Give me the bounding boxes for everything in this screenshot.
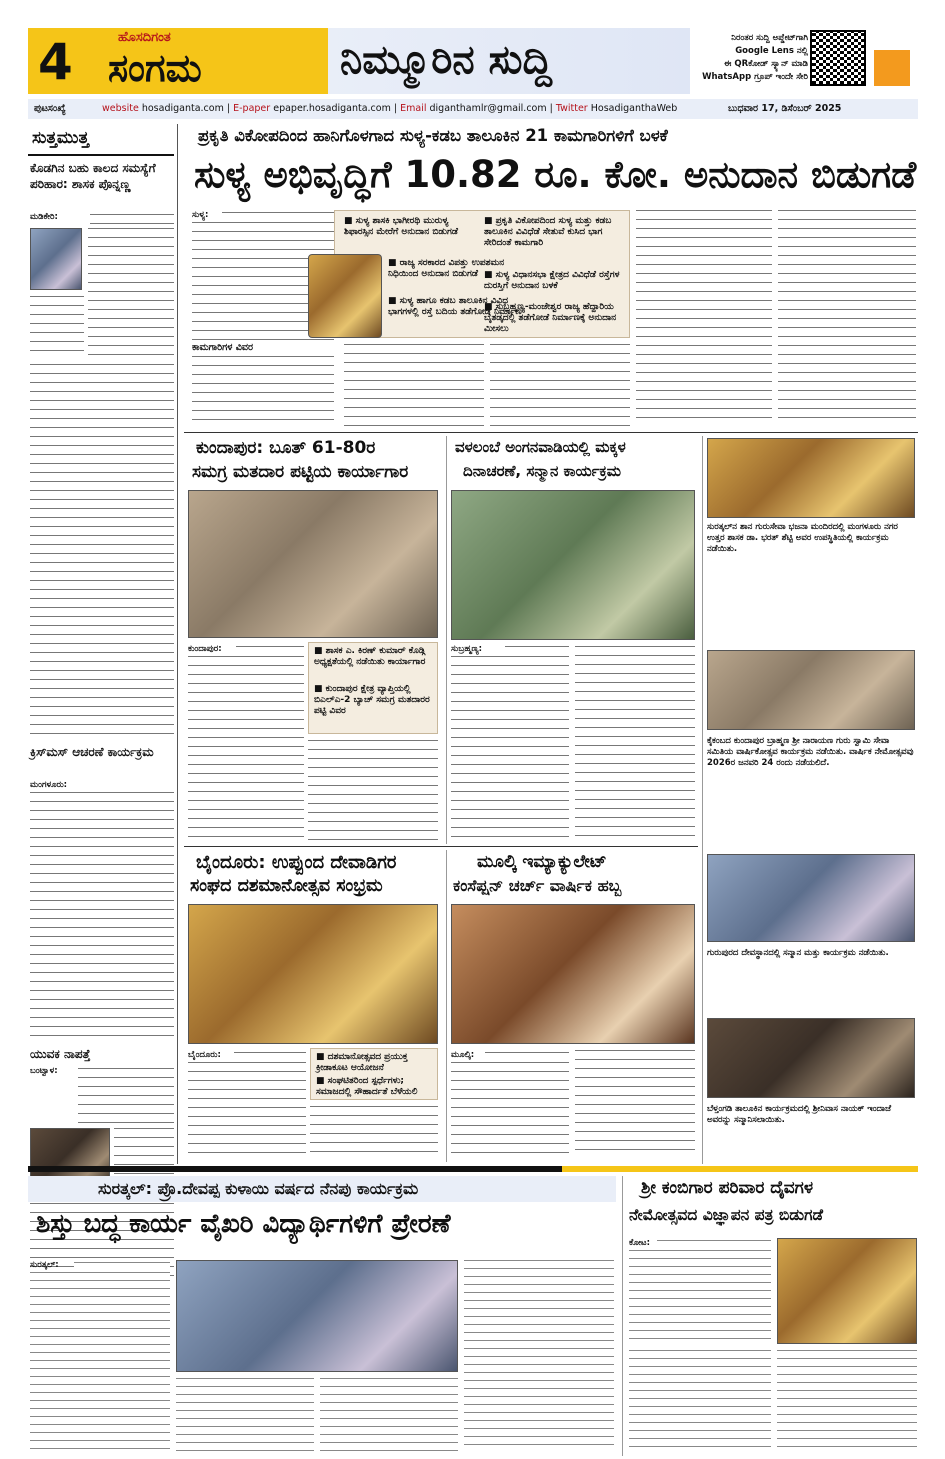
surathkal-text — [464, 1260, 614, 1452]
lead-mla-photo — [308, 254, 382, 338]
sidebar-story1-text — [90, 214, 174, 224]
epaper-link[interactable]: epaper.hosadiganta.com — [273, 103, 391, 114]
kundapura-text — [236, 646, 304, 654]
surathkal-kicker: ಸುರತ್ಕಲ್: ಪ್ರೊ.ದೇವಪ್ಪ ಕುಳಾಯಿ ವರ್ಷದ ನೆನಪು ಕಾರ್ಯಕ್ರಮ — [98, 1179, 419, 1198]
mooli-text — [575, 1050, 695, 1158]
anganwadi-dateline: ಸುಬ್ರಹ್ಮಣ್ಯ: — [451, 644, 482, 654]
surathkal-text — [320, 1378, 458, 1452]
lead-text — [778, 210, 916, 426]
mooli-text — [485, 1052, 569, 1060]
byndoor-highlight: ■ ದಶಮಾನೋತ್ಸವದ ಪ್ರಯುಕ್ತ ಕ್ರೀಡಾಕೂಟ ಆಯೋಜನೆ — [316, 1052, 434, 1074]
email-link[interactable]: diganthamlr@gmail.com — [429, 103, 547, 114]
right-photo-2 — [707, 650, 915, 730]
lead-highlight: ■ ಸುಳ್ಯ ಹಾಗೂ ಕಡಬ ತಾಲೂಕಿನ ವಿವಿಧ ಭಾಗಗಳಲ್ಲಿ ರಸ್ತೆ ಬದಿಯ ತಡೆಗೋಡೆ ನಿರ್ಮಾಣ — [388, 296, 524, 318]
brand-big: ಸಂಗಮ — [108, 46, 202, 90]
lead-highlight: ■ ಸುಳ್ಯ ವಿಧಾನಸಭಾ ಕ್ಷೇತ್ರದ ವಿವಿಧೆಡೆ ರಸ್ತೆಗಳ ದುರಸ್ತಿಗೆ ಅನುದಾನ ಬಳಕೆ — [484, 270, 624, 292]
right-photo-4 — [707, 1018, 915, 1098]
qr-promo-line: Google Lens ನಲ್ಲಿ — [735, 46, 808, 56]
brand-small: ಹೊಸದಿಗಂತ — [118, 30, 171, 45]
sidebar-story1-dateline: ಮಡಿಕೇರಿ: — [30, 212, 58, 222]
lead-story — [184, 124, 918, 430]
mooli-headline-2: ಕಂಸೆಪ್ಷನ್ ಚರ್ಚ್ ವಾರ್ಷಿಕ ಹಬ್ಬ — [453, 876, 622, 895]
story-kambigara — [622, 1176, 918, 1456]
lead-highlight: ■ ಪ್ರಕೃತಿ ವಿಕೋಪದಿಂದ ಸುಳ್ಯ ಮತ್ತು ಕಡಬ ತಾಲೂಕಿನ ವಿವಿಧೆಡೆ ಸೇತುವೆ ಕುಸಿದ ಭಾಗ ಸೇರಿದಂತೆ ಕಾಮಗಾರಿ — [484, 216, 624, 249]
lead-highlight: ■ ಸುಳ್ಯ ಶಾಸಕಿ ಭಾಗೀರಥಿ ಮುರುಳ್ಯ ಶಿಫಾರಸ್ಸಿನ ಮೇರೆಗೆ ಅನುದಾನ ಬಿಡುಗಡೆ — [344, 216, 474, 238]
kambigara-photo — [777, 1238, 917, 1344]
sidebar-story1-text — [88, 228, 174, 358]
surathkal-dateline: ಸುರತ್ಕಲ್: — [30, 1260, 59, 1270]
story-byndoor — [184, 850, 442, 1162]
page-label: ಪುಟಸಂಖ್ಯೆ — [34, 103, 66, 114]
sidebar-story1-text — [30, 296, 84, 358]
kundapura-text — [308, 740, 438, 840]
lead-dateline: ಸುಳ್ಯ: — [192, 210, 209, 220]
mooli-text — [451, 1062, 569, 1158]
byndoor-text — [234, 1052, 306, 1060]
surathkal-text — [176, 1378, 314, 1452]
qr-code[interactable] — [810, 30, 866, 86]
anganwadi-text — [451, 656, 569, 840]
website-label: website — [102, 103, 139, 114]
story-anganwadi — [446, 436, 698, 844]
kambigara-text — [629, 1350, 771, 1452]
sidebar-story1-headline: ಕೊಡಗಿನ ಬಹು ಕಾಲದ ಸಮಸ್ಯೆಗೆ ಪರಿಹಾರ: ಶಾಸಕ ಪೊನ್ನಣ್ಣ — [30, 161, 156, 191]
right-caption-3: ಗುರುಪುರದ ದೇವಸ್ಥಾನದಲ್ಲಿ ಸನ್ಮಾನ ಮತ್ತು ಕಾರ್ಯಕ್ರಮ ನಡೆಯಿತು. — [707, 948, 889, 958]
lead-highlight: ■ ರಾಜ್ಯ ಸರಕಾರದ ವಿಪತ್ತು ಉಪಶಮನ ನಿಧಿಯಿಂದ ಅನುದಾನ ಬಿಡುಗಡೆ — [388, 258, 524, 280]
sidebar-story1-photo — [30, 228, 82, 290]
kambigara-headline-1: ಶ್ರೀ ಕಂಬಿಗಾರ ಪರಿವಾರ ದೈವಗಳ — [641, 1178, 814, 1198]
kundapura-dateline: ಕುಂದಾಪುರ: — [188, 644, 222, 654]
divider — [184, 846, 698, 847]
kambigara-text — [629, 1250, 771, 1344]
twitter-label: Twitter — [555, 103, 588, 114]
qr-accent — [874, 50, 910, 86]
anganwadi-photo — [451, 490, 695, 640]
kambigara-text — [657, 1240, 771, 1248]
anganwadi-headline-1: ವಳಲಂಬೆ ಅಂಗನವಾಡಿಯಲ್ಲಿ ಮಕ್ಕಳ — [455, 438, 626, 456]
page-number: 4 — [38, 33, 73, 91]
kundapura-headline-2: ಸಮಗ್ರ ಮತದಾರ ಪಟ್ಟಿಯ ಕಾರ್ಯಾಗಾರ — [192, 462, 409, 482]
right-photo-1 — [707, 438, 915, 518]
sidebar-story1-text — [30, 364, 174, 739]
bottom-band-rule — [28, 1166, 918, 1172]
sidebar-story2-text — [30, 792, 174, 1042]
right-column — [702, 436, 918, 1164]
sidebar-story3-dateline: ಬಂಟ್ವಾಳ: — [30, 1066, 58, 1076]
right-caption-4: ಬೆಳ್ತಂಗಡಿ ತಾಲೂಕಿನ ಕಾರ್ಯಕ್ರಮದಲ್ಲಿ ಶ್ರೀನಿವಾಸ ನಾಯಕ್ ಇಂದಾಜೆ ಅವರನ್ನು ಸನ್ಮಾನಿಸಲಾಯಿತು. — [707, 1104, 892, 1125]
lead-text — [192, 356, 334, 426]
qr-promo-line: ಈ QRಕೋಡ್ ಸ್ಕ್ಯಾನ್ ಮಾಡಿ — [724, 59, 808, 69]
website-link[interactable]: hosadiganta.com — [141, 103, 224, 114]
kundapura-photo — [188, 490, 438, 638]
lead-text — [344, 344, 484, 426]
sidebar-story3-headline: ಯುವಕ ನಾಪತ್ತೆ — [30, 1047, 91, 1061]
right-photo-3 — [707, 854, 915, 942]
surathkal-text — [30, 1272, 170, 1452]
lead-subhead: ಕಾಮಗಾರಿಗಳ ವಿವರ — [192, 342, 254, 353]
lead-headline: ಸುಳ್ಯ ಅಭಿವೃದ್ಧಿಗೆ 10.82 ರೂ. ಕೋ. ಅನುದಾನ ಬಿಡುಗಡೆ — [194, 153, 917, 196]
masthead — [28, 28, 918, 98]
right-caption-2: ಕೈಕಂಬದ ಕುಂದಾಪುರ ಬ್ರಾಹ್ಮಣ ಶ್ರೀ ನಾರಾಯಣ ಗುರು ಸ್ವಾಮಿ ಸೇವಾ ಸಮಿತಿಯ ವಾರ್ಷಿಕೋತ್ಸವ ಕಾರ್ಯಕ್ರಮ ನಡೆಯಿತು. ವಾರ್ಷಿಕ ನೇಮೋತ್ಸವವು 2026ರ ಜನವರಿ 24 ರಂದು ನಡೆಯಲಿದೆ. — [707, 736, 914, 768]
mooli-headline-1: ಮೂಲ್ಕಿ ಇಮ್ಯಾಕ್ಯುಲೇಟ್ — [477, 852, 607, 872]
anganwadi-headline-2: ದಿನಾಚರಣೆ, ಸನ್ಮಾನ ಕಾರ್ಯಕ್ರಮ — [463, 462, 622, 480]
right-caption-1: ಸುರತ್ಕಲ್‌ನ ಶಾನ ಗುರುಸೇವಾ ಭಜನಾ ಮಂದಿರದಲ್ಲಿ ಮಂಗಳೂರು ನಗರ ಉತ್ತರ ಶಾಸಕ ಡಾ. ಭರತ್ ಶೆಟ್ಟಿ ಅವರ ಉಪಸ್ಥಿತಿಯಲ್ಲಿ ಕಾರ್ಯಕ್ರಮ ನಡೆಯಿತು. — [707, 522, 898, 554]
section-title: ನಿಮ್ಮೂರಿನ ಸುದ್ದಿ — [340, 37, 552, 83]
lead-text — [222, 212, 334, 220]
story-surathkal — [28, 1176, 616, 1456]
sidebar-title-rule — [28, 154, 174, 156]
surathkal-photo — [176, 1260, 458, 1372]
info-bar — [28, 99, 918, 119]
sidebar-column-title: ಸುತ್ತಮುತ್ತ — [32, 128, 89, 148]
epaper-label: E-paper — [233, 103, 271, 114]
story-kundapura — [184, 436, 442, 844]
links: website hosadiganta.com | E-paper epaper.hosadiganta.com | Email diganthamlr@gmail.com | Twitter HosadiganthaWeb — [102, 103, 678, 114]
kundapura-text — [188, 656, 304, 840]
qr-promo — [694, 32, 808, 84]
byndoor-photo — [188, 904, 438, 1044]
sidebar — [28, 124, 178, 1164]
mooli-photo — [451, 904, 695, 1044]
lead-highlight: ■ ಸುಬ್ರಹ್ಮಣ್ಯ-ಮಂಜೇಶ್ವರ ರಾಜ್ಯ ಹೆದ್ದಾರಿಯ ಬೈತಡ್ಕದಲ್ಲಿ ತಡೆಗೋಡೆ ನಿರ್ಮಾಣಕ್ಕೆ ಅನುದಾನ ಮೀಸಲು — [484, 302, 624, 335]
surathkal-headline: ಶಿಸ್ತು ಬದ್ಧ ಕಾರ್ಯ ವೈಖರಿ ವಿದ್ಯಾರ್ಥಿಗಳಿಗೆ ಪ್ರೇರಣೆ — [36, 1209, 451, 1239]
qr-promo-line: WhatsApp ಗ್ರೂಪ್ ಇಂದೇ ಸೇರಿ — [702, 72, 808, 82]
anganwadi-text — [505, 646, 569, 654]
byndoor-text — [188, 1062, 306, 1158]
sidebar-story2-headline: ಕ್ರಿಸ್‌ಮಸ್ ಆಚರಣೆ ಕಾರ್ಯಕ್ರಮ — [30, 745, 154, 759]
lead-kicker: ಪ್ರಕೃತಿ ವಿಕೋಪದಿಂದ ಹಾನಿಗೊಳಗಾದ ಸುಳ್ಯ-ಕಡಬ ತಾಲೂಕಿನ 21 ಕಾಮಗಾರಿಗಳಿಗೆ ಬಳಕೆ — [198, 126, 668, 145]
kundapura-highlight: ■ ಶಾಸಕ ಎ. ಕಿರಣ್ ಕುಮಾರ್ ಕೊಡ್ಗಿ ಅಧ್ಯಕ್ಷತೆಯಲ್ಲಿ ನಡೆಯಿತು ಕಾರ್ಯಾಗಾರ — [314, 646, 434, 668]
lead-text — [490, 344, 630, 426]
mooli-dateline: ಮೂಲ್ಕಿ: — [451, 1050, 475, 1060]
kambigara-dateline: ಕೋಟ: — [629, 1238, 650, 1248]
lead-text — [636, 210, 772, 426]
sidebar-story3-text — [78, 1068, 174, 1126]
kundapura-highlight: ■ ಕುಂದಾಪುರ ಕ್ಷೇತ್ರ ವ್ಯಾಪ್ತಿಯಲ್ಲಿ ಬಿಎಲ್‌ಎ-2 ಬ್ಯಾಚ್ ಸಮಗ್ರ ಮತದಾರರ ಪಟ್ಟಿ ವಿವರ — [314, 684, 434, 717]
kundapura-headline-1: ಕುಂದಾಪುರ: ಬೂತ್ 61-80ರ — [196, 438, 376, 458]
anganwadi-text — [575, 646, 695, 840]
byndoor-highlight: ■ ಸಂಘಟಿತರಿಂದ ಸ್ಪರ್ಧೆಗಳು; ಸಮಾಜದಲ್ಲಿ ಸೌಹಾರ್ದತೆ ಬೆಳೆಯಲಿ — [316, 1076, 434, 1098]
email-label: Email — [400, 103, 427, 114]
divider — [184, 432, 918, 433]
story-mooli — [446, 850, 698, 1162]
byndoor-headline-1: ಬೈಂದೂರು: ಉಪ್ಪುಂದ ದೇವಾಡಿಗರ — [196, 852, 397, 873]
twitter-link[interactable]: HosadiganthaWeb — [590, 103, 678, 114]
kambigara-headline-2: ನೇಮೋತ್ಸವದ ವಿಜ್ಞಾಪನ ಪತ್ರ ಬಿಡುಗಡೆ — [629, 1206, 823, 1224]
byndoor-text — [310, 1106, 438, 1158]
surathkal-text — [74, 1262, 170, 1270]
byndoor-headline-2: ಸಂಘದ ದಶಮಾನೋತ್ಸವ ಸಂಭ್ರಮ — [190, 876, 383, 896]
byndoor-dateline: ಬೈಂದೂರು: — [188, 1050, 221, 1060]
sidebar-story2-dateline: ಮಂಗಳೂರು: — [30, 780, 68, 790]
issue-date: ಬುಧವಾರ 17, ಡಿಸೆಂಬರ್ 2025 — [728, 103, 842, 114]
qr-promo-line: ನಿರಂತರ ಸುದ್ದಿ ಅಪ್ಡೇಟ್‌ಗಾಗಿ — [731, 33, 808, 43]
kambigara-text — [777, 1350, 917, 1452]
